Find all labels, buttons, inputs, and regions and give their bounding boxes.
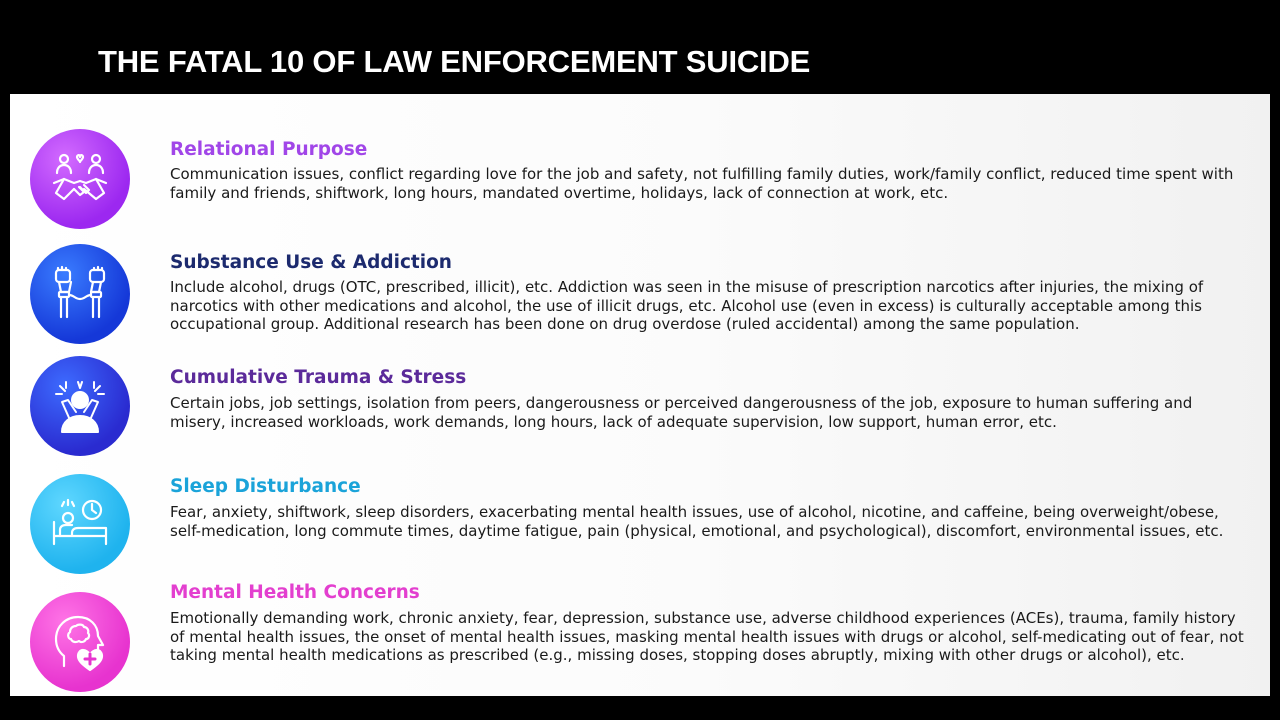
stressed-person-icon — [30, 356, 130, 456]
sleepless-bed-clock-icon — [30, 474, 130, 574]
slide-title: THE FATAL 10 OF LAW ENFORCEMENT SUICIDE — [98, 44, 811, 79]
item-title: Substance Use & Addiction — [170, 252, 452, 273]
chained-fists-icon — [30, 244, 130, 344]
item-description: Emotionally demanding work, chronic anxiety, fear, depression, substance use, adverse childhood experiences (ACEs), trauma, family history of mental health issues, the onset of mental health issues, masking mental health issues with drugs or alcohol, self-medicating out of fear, not taking mental health medications as prescribed (e.g., missing doses, stopping doses abruptly, mixing with other drugs or alcohol), etc. — [170, 609, 1244, 664]
handshake-people-icon — [30, 129, 130, 229]
item-description: Communication issues, conflict regarding love for the job and safety, not fulfilling family duties, work/family conflict, reduced time spent with family and friends, shiftwork, long hours, mandated overtime, holidays, lack of connection at work, etc. — [170, 165, 1234, 202]
head-brain-heart-icon — [30, 592, 130, 692]
item-title: Mental Health Concerns — [170, 582, 420, 603]
item-title: Relational Purpose — [170, 139, 368, 160]
item-title: Sleep Disturbance — [170, 476, 361, 497]
content-panel — [10, 94, 1270, 696]
item-description: Certain jobs, job settings, isolation from peers, dangerousness or perceived dangerousness of the job, exposure to human suffering and misery, increased workloads, work demands, long hours, lack of adequate supervision, low support, human error, etc. — [170, 394, 1193, 431]
item-description: Include alcohol, drugs (OTC, prescribed, illicit), etc. Addiction was seen in the misuse of prescription narcotics after injuries, the mixing of narcotics with other medications and alcohol, the use of illicit drugs, etc. Alcohol use (even in excess) is culturally acceptable among this occupational group. Additional research has been done on drug overdose (ruled accidental) among the same population. — [170, 278, 1204, 333]
item-title: Cumulative Trauma & Stress — [170, 367, 467, 388]
item-description: Fear, anxiety, shiftwork, sleep disorders, exacerbating mental health issues, use of alcohol, nicotine, and caffeine, being overweight/obese, self-medication, long commute times, daytime fatigue, pain (physical, emotional, and psychological), discomfort, environmental issues, etc. — [170, 503, 1224, 540]
